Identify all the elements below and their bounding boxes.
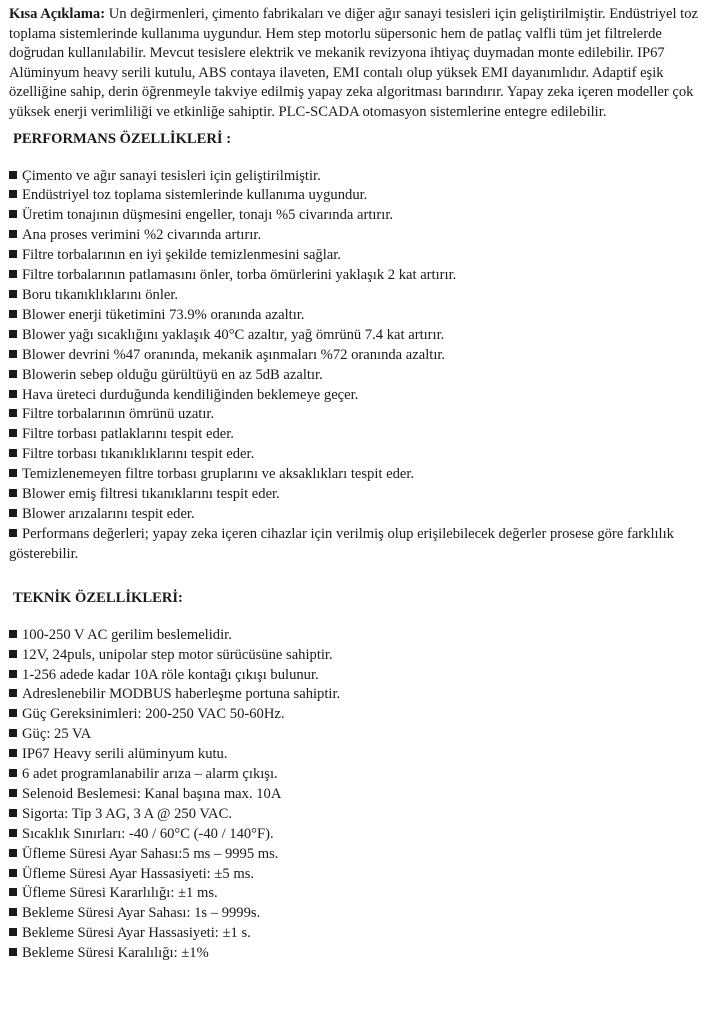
list-item — [9, 904, 707, 924]
list-item-text: Üfleme Süresi Ayar Sahası:5 ms – 9995 ms. — [22, 845, 279, 862]
list-item-text: 12V, 24puls, unipolar step motor sürücüsüne sahiptir. — [22, 646, 333, 663]
list-item-text: Blower emiş filtresi tıkanıklarını tespit eder. — [22, 486, 280, 503]
list-item-text: Blower enerji tüketimini 73.9% oranında azaltır. — [22, 306, 305, 323]
list-item — [9, 386, 707, 406]
list-item — [9, 745, 707, 765]
list-item-text: Filtre torbası tıkanıklıklarını tespit eder. — [22, 446, 255, 463]
list-item — [9, 944, 707, 964]
list-item — [9, 626, 707, 646]
list-item-text: 100-250 V AC gerilim beslemelidir. — [22, 626, 232, 643]
square-bullet-icon — [9, 729, 17, 737]
list-item-text: Blowerin sebep olduğu gürültüyü en az 5dB azaltır. — [22, 366, 323, 383]
list-item — [9, 725, 707, 745]
list-item-text: Bekleme Süresi Ayar Sahası: 1s – 9999s. — [22, 905, 261, 922]
performance-list — [9, 167, 707, 565]
list-item — [9, 286, 707, 306]
list-item — [9, 685, 707, 705]
square-bullet-icon — [9, 370, 17, 378]
square-bullet-icon — [9, 270, 17, 278]
square-bullet-icon — [9, 670, 17, 678]
square-bullet-icon — [9, 948, 17, 956]
list-item — [9, 167, 707, 187]
list-item-text: Selenoid Beslemesi: Kanal başına max. 10A — [22, 785, 282, 802]
list-item — [9, 924, 707, 944]
list-item — [9, 666, 707, 686]
list-item — [9, 346, 707, 366]
square-bullet-icon — [9, 290, 17, 298]
list-item-text: Filtre torbalarının patlamasını önler, torba ömürlerini yaklaşık 2 kat artırır. — [22, 267, 457, 284]
square-bullet-icon — [9, 350, 17, 358]
square-bullet-icon — [9, 489, 17, 497]
list-item — [9, 845, 707, 865]
list-item-text: Bekleme Süresi Ayar Hassasiyeti: ±1 s. — [22, 925, 251, 942]
square-bullet-icon — [9, 171, 17, 179]
list-item-text: Bekleme Süresi Karalılığı: ±1% — [22, 945, 209, 962]
list-item — [9, 865, 707, 885]
square-bullet-icon — [9, 250, 17, 258]
square-bullet-icon — [9, 409, 17, 417]
short-description — [9, 5, 707, 123]
technical-heading: TEKNİK ÖZELLİKLERİ: — [13, 589, 183, 606]
list-item — [9, 505, 707, 525]
list-item-text: Adreslenebilir MODBUS haberleşme portuna sahiptir. — [22, 686, 341, 703]
square-bullet-icon — [9, 709, 17, 717]
square-bullet-icon — [9, 230, 17, 238]
list-item-text: IP67 Heavy serili alüminyum kutu. — [22, 746, 228, 763]
list-item-text: 1-256 adede kadar 10A röle kontağı çıkışı bulunur. — [22, 666, 319, 683]
list-item-text: Ana proses verimini %2 civarında artırır. — [22, 227, 262, 244]
square-bullet-icon — [9, 849, 17, 857]
square-bullet-icon — [9, 908, 17, 916]
list-item — [9, 825, 707, 845]
square-bullet-icon — [9, 769, 17, 777]
square-bullet-icon — [9, 869, 17, 877]
list-item-text: Üfleme Süresi Ayar Hassasiyeti: ±5 ms. — [22, 865, 255, 882]
list-item-text: 6 adet programlanabilir arıza – alarm çıkışı. — [22, 766, 278, 783]
list-item-text: Filtre torbalarının ömrünü uzatır. — [22, 406, 215, 423]
square-bullet-icon — [9, 310, 17, 318]
list-item-text: Performans değerleri; yapay zeka içeren cihazlar için verilmiş olup erişilebilecek değerler prosese göre farklılık gösterebilir. — [9, 525, 674, 562]
square-bullet-icon — [9, 749, 17, 757]
list-item — [9, 405, 707, 425]
list-item-text: Blower devrini %47 oranında, mekanik aşınmaları %72 oranında azaltır. — [22, 346, 446, 363]
square-bullet-icon — [9, 689, 17, 697]
square-bullet-icon — [9, 509, 17, 517]
list-item-text: Filtre torbası patlaklarını tespit eder. — [22, 426, 234, 443]
list-item — [9, 425, 707, 445]
list-item — [9, 266, 707, 286]
list-item-text: Blower yağı sıcaklığını yaklaşık 40°C azaltır, yağ ömrünü 7.4 kat artırır. — [22, 326, 445, 343]
list-item-text: Endüstriyel toz toplama sistemlerinde kullanıma uygundur. — [22, 187, 368, 204]
list-item — [9, 206, 707, 226]
performance-heading: PERFORMANS ÖZELLİKLERİ : — [13, 130, 232, 147]
list-item — [9, 705, 707, 725]
short-description-text: Un değirmenleri, çimento fabrikaları ve diğer ağır sanayi tesisleri için geliştirilmiştir. Endüstriyel toz toplama sistemlerinde kullanıma uygundur. Hem step motorlu süpersonic hem de patlaç valfli tüm jet filtrelerde doğrudan kullanılabilir. Mevcut tesislere elektrik ve mekanik revizyona ihtiyaç duymadan monte edilebilir. IP67 Alüminyum heavy serili kutulu, ABS contaya ilaveten, EMI contalı olup yüksek EMI dayanımlıdır. Adaptif eşik özelliğine sahip, derin öğrenmeyle takviye edilmiş yapay zeka algoritması barındırır. Yapay zeka içeren modeller çok yüksek enerji verimliliği ve etkinliğe sahiptir. PLC-SCADA otomasyon sistemlerine entegre edilebilir. — [9, 6, 698, 120]
list-item-text: Sigorta: Tip 3 AG, 3 A @ 250 VAC. — [22, 805, 232, 822]
list-item — [9, 646, 707, 666]
square-bullet-icon — [9, 390, 17, 398]
list-item-text: Güç: 25 VA — [22, 726, 92, 743]
square-bullet-icon — [9, 928, 17, 936]
list-item-text: Hava üreteci durduğunda kendiliğinden beklemeye geçer. — [22, 386, 359, 403]
list-item-text: Sıcaklık Sınırları: -40 / 60°C (-40 / 140°F). — [22, 825, 274, 842]
list-item-text: Temizlenemeyen filtre torbası gruplarını ve aksaklıkları tespit eder. — [22, 466, 415, 483]
list-item-text: Güç Gereksinimleri: 200-250 VAC 50-60Hz. — [22, 706, 285, 723]
list-item — [9, 805, 707, 825]
square-bullet-icon — [9, 190, 17, 198]
square-bullet-icon — [9, 210, 17, 218]
list-item — [9, 465, 707, 485]
list-item — [9, 525, 707, 565]
square-bullet-icon — [9, 829, 17, 837]
square-bullet-icon — [9, 809, 17, 817]
list-item-text: Blower arızalarını tespit eder. — [22, 505, 195, 522]
square-bullet-icon — [9, 330, 17, 338]
list-item — [9, 884, 707, 904]
list-item — [9, 445, 707, 465]
list-item-text: Filtre torbalarının en iyi şekilde temizlenmesini sağlar. — [22, 247, 341, 264]
square-bullet-icon — [9, 888, 17, 896]
square-bullet-icon — [9, 529, 17, 537]
technical-list — [9, 626, 707, 964]
short-description-label: Kısa Açıklama: — [9, 6, 106, 22]
square-bullet-icon — [9, 630, 17, 638]
square-bullet-icon — [9, 789, 17, 797]
list-item-text: Üfleme Süresi Kararlılığı: ±1 ms. — [22, 885, 218, 902]
list-item-text: Çimento ve ağır sanayi tesisleri için geliştirilmiştir. — [22, 167, 321, 184]
square-bullet-icon — [9, 650, 17, 658]
list-item — [9, 306, 707, 326]
list-item — [9, 226, 707, 246]
square-bullet-icon — [9, 449, 17, 457]
list-item — [9, 366, 707, 386]
square-bullet-icon — [9, 469, 17, 477]
list-item — [9, 485, 707, 505]
square-bullet-icon — [9, 429, 17, 437]
list-item — [9, 785, 707, 805]
list-item — [9, 326, 707, 346]
list-item — [9, 765, 707, 785]
list-item-text: Boru tıkanıklıklarını önler. — [22, 287, 179, 303]
list-item — [9, 186, 707, 206]
list-item — [9, 246, 707, 266]
list-item-text: Üretim tonajının düşmesini engeller, tonajı %5 civarında artırır. — [22, 207, 394, 224]
